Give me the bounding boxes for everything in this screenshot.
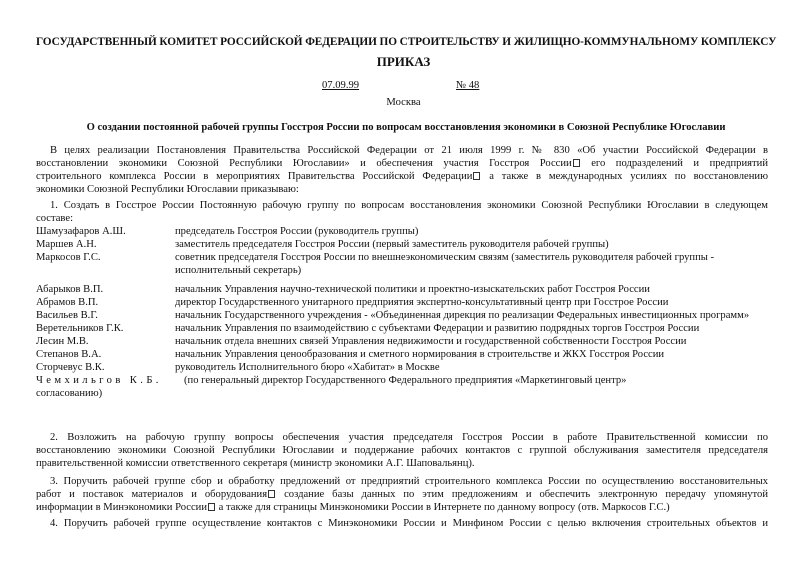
member-name: Маркосов Г.С. bbox=[36, 252, 101, 263]
member-name: Абрамов В.П. bbox=[36, 297, 99, 308]
order-subject: О создании постоянной рабочей группы Госстроя России по вопросам восстановления экономики в Союзной Республике Югославии bbox=[86, 122, 726, 133]
member-role: руководитель Исполнительного бюро «Хабитат» в Москве bbox=[175, 362, 440, 373]
member-role: директор Государственного унитарного предприятия экспертно-консультативный центр при Госстрое России bbox=[175, 297, 669, 308]
item-3-paragraph bbox=[36, 475, 768, 514]
preamble-line: В целях реализации Постановления Правительства Российской Федерации от 21 июля 1999 г. № 830 «Об участии Российской Федерации в bbox=[50, 145, 768, 156]
missing-glyph-icon bbox=[208, 503, 215, 511]
member-role: начальник отдела внешних связей Управления недвижимости и государственной собственности Госстроя России bbox=[175, 336, 687, 347]
item-line: 4. Поручить рабочей группе осуществление контактов с Минэкономики России и Минфином России с целью включения строительных объектов и bbox=[50, 518, 768, 529]
member-row bbox=[36, 309, 768, 322]
member-role: начальник Управления научно-технической политики и проектно-изыскательских работ Госстроя России bbox=[175, 284, 650, 295]
member-row bbox=[36, 348, 768, 361]
member-name: Степанов В.А. bbox=[36, 349, 102, 360]
member-name: Васильев В.Г. bbox=[36, 310, 98, 321]
preamble-line: экономики Союзной Республики Югославии приказываю: bbox=[36, 184, 299, 195]
preamble-line: восстановлении экономики Союзной Республики Югославии» и обеспечения участия Госстроя России его подразделений и предприятий bbox=[36, 158, 768, 169]
item-line: информации в Минэкономики России а также для страницы Минэкономики России в Интернете по данному вопросу (отв. Маркосов Г.С.) bbox=[36, 502, 670, 513]
item-line: 2. Возложить на рабочую группу вопросы обеспечения участия председателя Госстроя России в работе Правительственной комиссии по bbox=[50, 432, 768, 443]
member-name: Лесин М.В. bbox=[36, 336, 89, 347]
member-role: начальник Управления по взаимодействию с субъектами Федерации и развитию подрядных торгов Госстроя России bbox=[175, 323, 700, 334]
member-role: начальник Управления ценообразования и сметного нормирования в строительстве и ЖКХ Госстроя России bbox=[175, 349, 665, 360]
member-name: Шамузафаров А.Ш. bbox=[36, 226, 126, 237]
member-name: Маршев А.Н. bbox=[36, 239, 97, 250]
item-2-paragraph bbox=[36, 431, 768, 470]
item-line: правительственной комиссии ответственного секретаря (министр экономики А.Г. Шаповальянц). bbox=[36, 458, 475, 469]
preamble-paragraph bbox=[36, 144, 768, 196]
order-city: Москва bbox=[386, 97, 421, 108]
member-name: Веретельников Г.К. bbox=[36, 323, 124, 334]
member-name-continuation: согласованию) bbox=[36, 388, 103, 399]
order-number: № 48 bbox=[456, 80, 480, 91]
member-role: начальник Государственного учреждения - «Объединенная дирекция по реализации Федеральных инвестиционных программ» bbox=[175, 310, 750, 321]
document-type: ПРИКАЗ bbox=[376, 54, 431, 69]
member-row bbox=[36, 251, 768, 277]
member-name: Абарыков В.П. bbox=[36, 284, 104, 295]
member-role: советник председателя Госстроя России по внешнеэкономическим связям (заместитель руководителя рабочей группы - исполнительный секретарь) bbox=[175, 252, 715, 276]
member-name: Чемхильгов К.Б. bbox=[36, 375, 162, 386]
missing-glyph-icon bbox=[573, 159, 580, 167]
item-line: 3. Поручить рабочей группе сбор и обработку предложений от предприятий строительного комплекса России по осуществлению восстановительных bbox=[50, 476, 768, 487]
committee-name: ГОСУДАРСТВЕННЫЙ КОМИТЕТ РОССИЙСКОЙ ФЕДЕРАЦИИ ПО СТРОИТЕЛЬСТВУ И ЖИЛИЩНО-КОММУНАЛЬНОМУ КОМПЛЕКСУ bbox=[36, 36, 777, 48]
item-1-paragraph bbox=[36, 199, 768, 225]
order-date: 07.09.99 bbox=[322, 80, 360, 91]
item-line: составе: bbox=[36, 213, 74, 224]
member-role: (по генеральный директор Государственного Федерального предприятия «Маркетинговый центр» bbox=[184, 375, 627, 386]
member-role: заместитель председателя Госстроя России (первый заместитель руководителя рабочей группы) bbox=[175, 239, 609, 250]
member-role: председатель Госстроя России (руководитель группы) bbox=[175, 226, 419, 237]
member-row bbox=[36, 322, 768, 335]
member-name: Сторчевус В.К. bbox=[36, 362, 105, 373]
preamble-line: строительного комплекса России в мероприятиях Правительства Российской Федерации а также в международных усилиях по восстановлению bbox=[36, 171, 768, 182]
item-line: восстановлению экономики Союзной Республики Югославии и поддержание рабочих контактов с группой обслуживания заместителя председателя bbox=[36, 445, 768, 456]
item-line: 1. Создать в Госстрое России Постоянную рабочую группу по вопросам восстановления экономики Союзной Республики Югославии в следующем bbox=[50, 200, 768, 211]
missing-glyph-icon bbox=[473, 172, 480, 180]
member-row bbox=[36, 361, 768, 374]
item-line: работ и поставок материалов и оборудования создание базы данных по этим предложениям и обеспечить электронную передачу упомянутой bbox=[36, 489, 768, 500]
member-row bbox=[36, 225, 768, 238]
missing-glyph-icon bbox=[268, 490, 275, 498]
member-row bbox=[36, 238, 768, 251]
item-4-paragraph bbox=[36, 517, 768, 530]
member-row bbox=[36, 296, 768, 309]
member-row bbox=[36, 283, 768, 296]
member-row bbox=[36, 335, 768, 348]
member-list bbox=[36, 225, 768, 400]
member-row bbox=[36, 374, 768, 400]
